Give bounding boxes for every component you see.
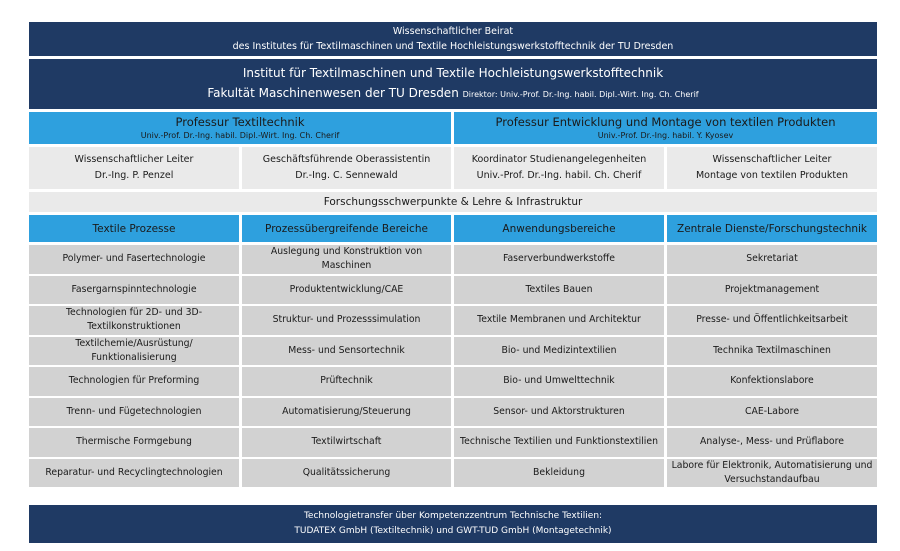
topic-cell: Technologien für 2D- und 3D-Textilkonstruktionen <box>29 306 239 335</box>
column-header: Prozessübergreifende Bereiche <box>242 215 451 242</box>
leitung-role: Koordinator Studienangelegenheiten <box>471 154 647 165</box>
topic-cell: Sensor- und Aktorstrukturen <box>454 398 664 427</box>
professur-head: Univ.-Prof. Dr.-Ing. habil. Y. Kyosev <box>597 130 734 140</box>
table-row <box>29 306 877 335</box>
topic-cell: Textilwirtschaft <box>242 428 451 457</box>
leitung-cell <box>29 147 239 189</box>
topic-cell: Bekleidung <box>454 459 664 488</box>
leitung-name: Dr.-Ing. C. Sennewald <box>295 170 398 181</box>
professur-title: Professur Entwicklung und Montage von textilen Produkten <box>495 114 836 129</box>
professur-textiltechnik <box>29 112 451 144</box>
table-row <box>29 398 877 427</box>
institut-title: Institut für Textilmaschinen und Textile Hochleistungswerkstofftechnik <box>242 66 664 80</box>
topic-cell: Reparatur- und Recyclingtechnologien <box>29 459 239 488</box>
leitung-role: Geschäftsführende Oberassistentin <box>262 154 431 165</box>
topic-cell: Mess- und Sensortechnik <box>242 337 451 366</box>
leitung-cell <box>454 147 664 189</box>
table-row <box>29 276 877 305</box>
topic-cell: Struktur- und Prozesssimulation <box>242 306 451 335</box>
topic-cell: Analyse-, Mess- und Prüflabore <box>667 428 877 457</box>
table-row <box>29 245 877 274</box>
leitung-role: Wissenschaftlicher Leiter <box>712 154 832 165</box>
professur-entwicklung-montage <box>454 112 877 144</box>
technologietransfer-box <box>29 505 877 543</box>
column-headers <box>29 215 877 242</box>
topic-cell: Faserverbundwerkstoffe <box>454 245 664 274</box>
topic-cell: Bio- und Medizintextilien <box>454 337 664 366</box>
topic-cell: Qualitätssicherung <box>242 459 451 488</box>
topic-cell: Sekretariat <box>667 245 877 274</box>
leitung-name: Univ.-Prof. Dr.-Ing. habil. Ch. Cherif <box>476 170 642 181</box>
table-row <box>29 367 877 396</box>
topic-cell: Technologien für Preforming <box>29 367 239 396</box>
transfer-title: Technologietransfer über Kompetenzzentrum Technische Textilien: <box>303 511 603 521</box>
topic-cell: Labore für Elektronik, Automatisierung und Versuchstandaufbau <box>667 459 877 488</box>
topic-cell: Textile Membranen und Architektur <box>454 306 664 335</box>
topic-cell: Technische Textilien und Funktionstextilien <box>454 428 664 457</box>
topic-cell: Polymer- und Fasertechnologie <box>29 245 239 274</box>
professuren-row <box>29 112 877 144</box>
topic-cell: Textiles Bauen <box>454 276 664 305</box>
topic-cell: Projektmanagement <box>667 276 877 305</box>
beirat-subtitle: des Institutes für Textilmaschinen und Textile Hochleistungswerkstofftechnik der TU Dresden <box>232 41 674 52</box>
leitung-role: Wissenschaftlicher Leiter <box>74 154 194 165</box>
topic-cell: Konfektionslabore <box>667 367 877 396</box>
org-chart <box>29 22 877 489</box>
leitung-cell <box>242 147 451 189</box>
column-header: Anwendungsbereiche <box>454 215 664 242</box>
professur-title: Professur Textiltechnik <box>175 114 305 129</box>
topic-cell: CAE-Labore <box>667 398 877 427</box>
leitung-row <box>29 147 877 189</box>
leitung-name: Dr.-Ing. P. Penzel <box>94 170 174 181</box>
column-header: Textile Prozesse <box>29 215 239 242</box>
professur-head: Univ.-Prof. Dr.-Ing. habil. Dipl.-Wirt. Ing. Ch. Cherif <box>140 130 340 140</box>
director-name: Direktor: Univ.-Prof. Dr.-Ing. habil. Dipl.-Wirt. Ing. Ch. Cherif <box>462 90 699 99</box>
topic-cell: Textilchemie/Ausrüstung/ Funktionalisierung <box>29 337 239 366</box>
topic-cell: Prüftechnik <box>242 367 451 396</box>
institut-faculty-line <box>29 83 877 105</box>
table-row <box>29 337 877 366</box>
topic-cell: Auslegung und Konstruktion von Maschinen <box>242 245 451 274</box>
faculty-name: Fakultät Maschinenwesen der TU Dresden <box>207 86 459 100</box>
topic-grid <box>29 245 877 487</box>
transfer-partners: TUDATEX GmbH (Textiltechnik) und GWT-TUD GmbH (Montagetechnik) <box>294 526 612 536</box>
schwerpunkte-banner: Forschungsschwerpunkte & Lehre & Infrastruktur <box>29 192 877 212</box>
topic-cell: Trenn- und Fügetechnologien <box>29 398 239 427</box>
beirat-box <box>29 22 877 56</box>
column-header: Zentrale Dienste/Forschungstechnik <box>667 215 877 242</box>
leitung-name: Montage von textilen Produkten <box>695 170 849 181</box>
topic-cell: Bio- und Umwelttechnik <box>454 367 664 396</box>
topic-cell: Presse- und Öffentlichkeitsarbeit <box>667 306 877 335</box>
topic-cell: Automatisierung/Steuerung <box>242 398 451 427</box>
beirat-title: Wissenschaftlicher Beirat <box>392 26 514 37</box>
table-row <box>29 428 877 457</box>
topic-cell: Fasergarnspinntechnologie <box>29 276 239 305</box>
topic-cell: Technika Textilmaschinen <box>667 337 877 366</box>
topic-cell: Thermische Formgebung <box>29 428 239 457</box>
institut-box <box>29 59 877 109</box>
topic-cell: Produktentwicklung/CAE <box>242 276 451 305</box>
leitung-cell <box>667 147 877 189</box>
table-row <box>29 459 877 488</box>
